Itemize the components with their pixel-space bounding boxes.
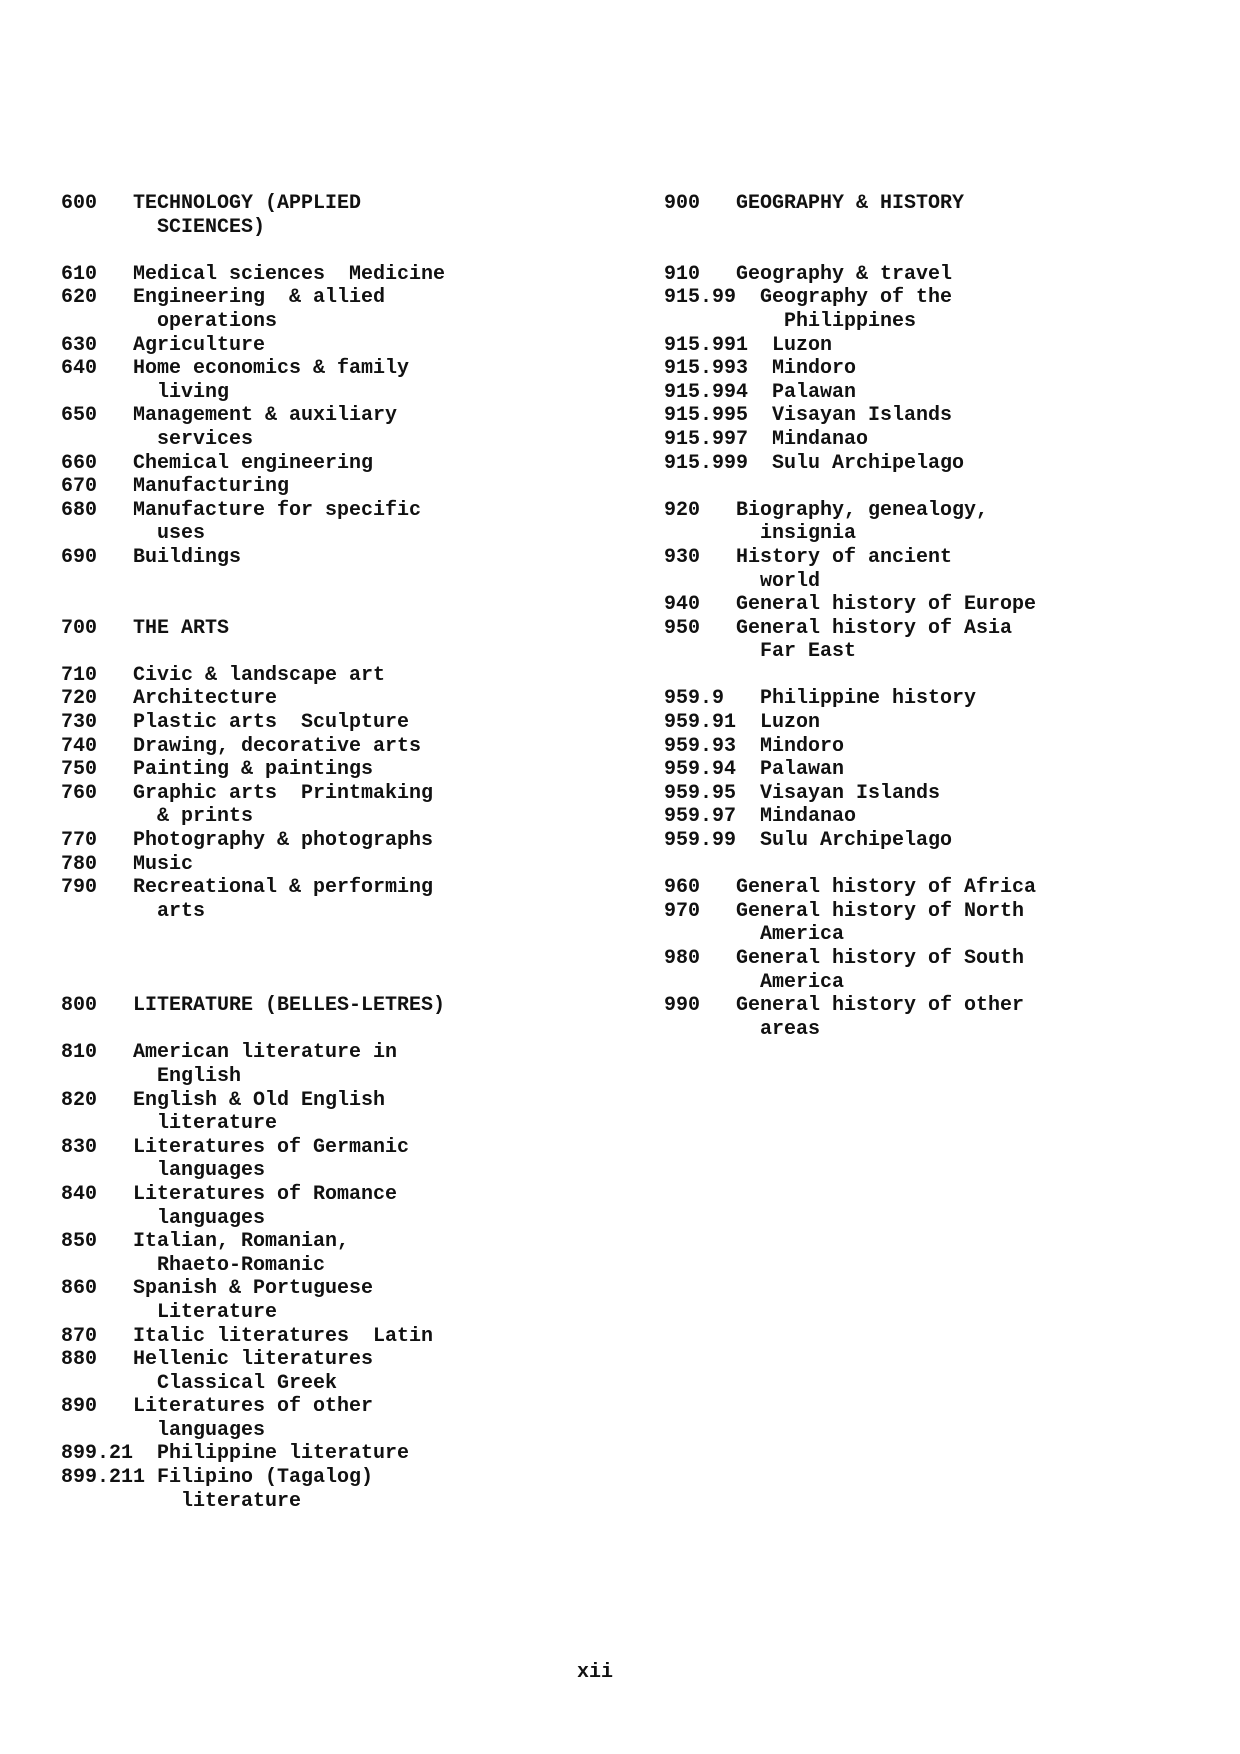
page-number: xii (576, 1661, 613, 1684)
classification-list-900-990: 900 GEOGRAPHY & HISTORY 910 Geography & travel 915.99 Geography of the Philippines 915.991 Luzon 915.993 Mindoro 915.994 Palawan 915.995 Visayan Islands 915.997 Mindanao 915.999 Sulu Archipelago 920 Biography, genealogy, insignia 930 History of ancient world 940 General history of Europe 950 General history of Asia Far East 959.9 Philippine history 959.91 Luzon 959.93 Mindoro 959.94 Palawan 959.95 Visayan Islands 959.97 Mindanao 959.99 Sulu Archipelago 960 General history of Africa 970 General history of North America 980 General history of South America 990 General history of other areas (664, 192, 1037, 1041)
classification-list-600-899: 600 TECHNOLOGY (APPLIED SCIENCES) 610 Medical sciences Medicine 620 Engineering & allied operations 630 Agriculture 640 Home economics & family living 650 Management & auxiliary services 660 Chemical engineering 670 Manufacturing 680 Manufacture for specific uses 690 Buildings 700 THE ARTS 710 Civic & landscape art 720 Architecture 730 Plastic arts Sculpture 740 Drawing, decorative arts 750 Painting & paintings 760 Graphic arts Printmaking & prints 770 Photography & photographs 780 Music 790 Recreational & performing arts 800 LITERATURE (BELLES-LETRES) 810 American literature in English 820 English & Old English literature 830 Literatures of Germanic languages 840 Literatures of Romance languages 850 Italian, Romanian, Rhaeto-Romanic 860 Spanish & Portuguese Literature 870 Italic literatures Latin 880 Hellenic literatures Classical Greek 890 Literatures of other languages 899.21 Philippine literature 899.211 Filipino (Tagalog) literature (61, 192, 446, 1513)
left-column (61, 192, 621, 1513)
right-column (664, 192, 1224, 1041)
